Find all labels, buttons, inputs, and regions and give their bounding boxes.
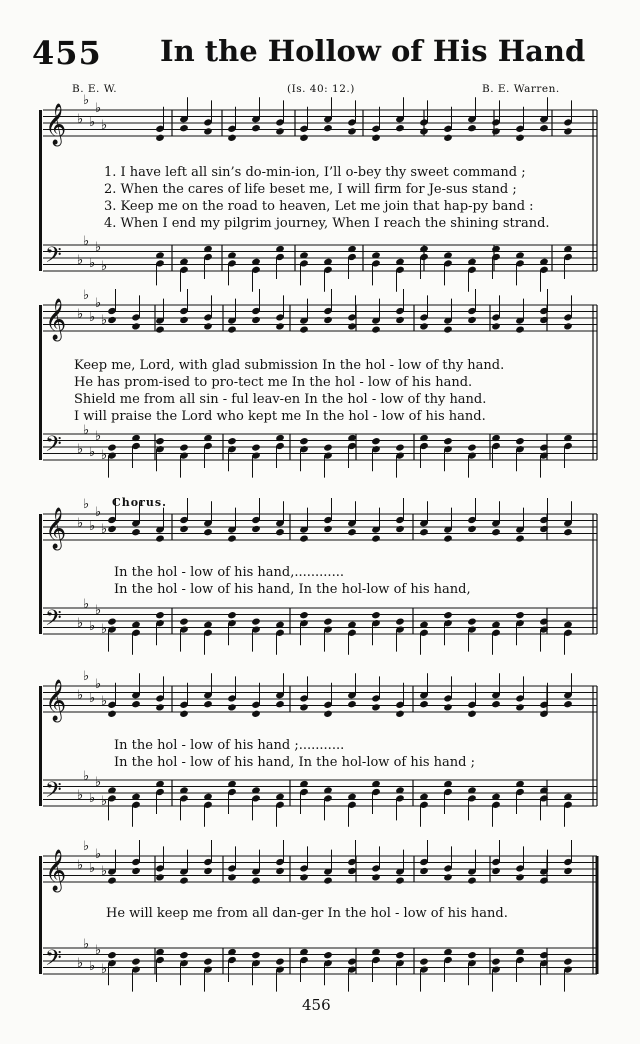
flat-icon: ♭ — [89, 115, 96, 130]
flat-icon: ♭ — [89, 519, 96, 534]
flat-icon: ♭ — [83, 93, 90, 108]
notehead — [323, 710, 333, 718]
notehead — [299, 703, 309, 711]
notehead — [419, 700, 429, 708]
system-bracket — [39, 686, 42, 806]
notehead — [179, 443, 189, 451]
notehead — [227, 437, 237, 445]
flat-icon: ♭ — [95, 101, 102, 116]
notehead — [371, 873, 381, 881]
flat-icon: ♭ — [77, 858, 84, 873]
notehead — [563, 867, 573, 875]
system-bracket — [39, 110, 42, 271]
notehead — [107, 316, 117, 324]
notehead — [347, 867, 357, 875]
notehead — [563, 957, 573, 965]
notehead — [419, 127, 429, 135]
notehead — [563, 528, 573, 536]
flat-icon: ♭ — [77, 253, 84, 268]
notehead — [347, 957, 357, 965]
notehead — [395, 316, 405, 324]
chorus-line2-upper: In the hol - low of his hand ;........... — [114, 738, 345, 753]
notehead — [323, 617, 333, 625]
notehead — [179, 710, 189, 718]
verse3-line2: Shield me from all sin - ful leav-en In the hol - low of thy hand. — [74, 392, 487, 407]
notehead — [107, 951, 117, 959]
notehead — [299, 325, 309, 333]
notehead — [107, 443, 117, 451]
notehead — [395, 951, 405, 959]
flat-icon: ♭ — [83, 669, 90, 684]
bass-clef-icon: 𝄢 — [45, 778, 62, 808]
notehead — [491, 528, 501, 536]
flat-icon: ♭ — [95, 847, 102, 862]
flat-icon: ♭ — [101, 313, 108, 328]
notehead — [299, 437, 309, 445]
notehead — [155, 703, 165, 711]
notehead — [395, 525, 405, 533]
notehead — [515, 325, 525, 333]
notehead — [275, 867, 285, 875]
notehead — [155, 873, 165, 881]
verse3-line1: 3. Keep me on the road to heaven, Let me join that hap-py band : — [104, 199, 534, 214]
notehead — [395, 710, 405, 718]
notehead — [203, 700, 213, 708]
notehead — [179, 124, 189, 132]
notehead — [443, 534, 453, 542]
flat-icon: ♭ — [95, 943, 102, 958]
notehead — [443, 325, 453, 333]
notehead — [251, 525, 261, 533]
flat-icon: ♭ — [95, 429, 102, 444]
notehead — [419, 322, 429, 330]
system-bracket — [39, 305, 42, 460]
notehead — [419, 957, 429, 965]
chorus-label: Chorus. — [112, 496, 167, 509]
notehead — [227, 134, 237, 142]
notehead — [107, 525, 117, 533]
notehead — [371, 325, 381, 333]
flat-icon: ♭ — [95, 240, 102, 255]
notehead — [491, 127, 501, 135]
notehead — [371, 611, 381, 619]
chorus-line3: He will keep me from all dan-ger In the hol - low of his hand. — [106, 906, 508, 921]
notehead — [227, 703, 237, 711]
flat-icon: ♭ — [95, 505, 102, 520]
notehead — [275, 957, 285, 965]
notehead — [371, 437, 381, 445]
notehead — [203, 528, 213, 536]
notehead — [275, 322, 285, 330]
notehead — [299, 534, 309, 542]
notehead — [323, 525, 333, 533]
notehead — [155, 325, 165, 333]
notehead — [203, 322, 213, 330]
treble-clef-icon: 𝄞 — [45, 680, 67, 721]
notehead — [323, 443, 333, 451]
notehead — [443, 873, 453, 881]
notehead — [419, 528, 429, 536]
notehead — [467, 876, 477, 884]
bass-clef-icon: 𝄢 — [45, 243, 62, 273]
notehead — [491, 700, 501, 708]
notehead — [323, 876, 333, 884]
notehead — [539, 124, 549, 132]
bass-clef-icon: 𝄢 — [45, 946, 62, 976]
notehead — [227, 873, 237, 881]
flat-icon: ♭ — [89, 310, 96, 325]
notehead — [275, 528, 285, 536]
flat-icon: ♭ — [89, 691, 96, 706]
notehead — [563, 322, 573, 330]
notehead — [515, 611, 525, 619]
flat-icon: ♭ — [89, 861, 96, 876]
notehead — [467, 710, 477, 718]
hymn-number: 455 — [32, 34, 102, 72]
verse4-line1: 4. When I end my pilgrim journey, When I reach the shining strand. — [104, 216, 550, 231]
flat-icon: ♭ — [101, 118, 108, 133]
notehead — [395, 443, 405, 451]
notehead — [347, 700, 357, 708]
notehead — [131, 957, 141, 965]
chorus-line2-lower: In the hol - low of his hand, In the hol-low of his hand ; — [114, 755, 475, 770]
flat-icon: ♭ — [101, 259, 108, 274]
flat-icon: ♭ — [83, 597, 90, 612]
flat-icon: ♭ — [101, 864, 108, 879]
notehead — [179, 316, 189, 324]
flat-icon: ♭ — [95, 677, 102, 692]
notehead — [131, 528, 141, 536]
treble-clef-icon: 𝄞 — [45, 508, 67, 549]
notehead — [251, 316, 261, 324]
notehead — [395, 124, 405, 132]
flat-icon: ♭ — [83, 497, 90, 512]
notehead — [467, 951, 477, 959]
verse2-line1: 2. When the cares of life beset me, I will firm for Je-sus stand ; — [104, 182, 517, 197]
treble-clef-icon: 𝄞 — [45, 299, 67, 340]
flat-icon: ♭ — [89, 445, 96, 460]
system-bracket — [39, 514, 42, 634]
notehead — [515, 703, 525, 711]
notehead — [155, 534, 165, 542]
notehead — [515, 534, 525, 542]
notehead — [371, 134, 381, 142]
flat-icon: ♭ — [83, 839, 90, 854]
notehead — [251, 617, 261, 625]
notehead — [179, 617, 189, 625]
notehead — [491, 957, 501, 965]
notehead — [179, 876, 189, 884]
notehead — [443, 611, 453, 619]
notehead — [179, 951, 189, 959]
chorus-line1-upper: In the hol - low of his hand,............ — [114, 565, 344, 580]
notehead — [251, 876, 261, 884]
flat-icon: ♭ — [83, 937, 90, 952]
notehead — [467, 124, 477, 132]
notehead — [179, 525, 189, 533]
notehead — [155, 611, 165, 619]
flat-icon: ♭ — [101, 522, 108, 537]
flat-icon: ♭ — [89, 256, 96, 271]
verse1-line1: 1. I have left all sin’s do-min-ion, I’ll o-bey thy sweet command ; — [104, 165, 526, 180]
notehead — [347, 127, 357, 135]
notehead — [371, 534, 381, 542]
notehead — [467, 525, 477, 533]
verse4-line2: I will praise the Lord who kept me In the hol - low of his hand. — [74, 409, 486, 424]
notehead — [107, 617, 117, 625]
notehead — [251, 951, 261, 959]
flat-icon: ♭ — [83, 234, 90, 249]
notehead — [251, 124, 261, 132]
flat-icon: ♭ — [83, 288, 90, 303]
flat-icon: ♭ — [77, 956, 84, 971]
flat-icon: ♭ — [83, 423, 90, 438]
flat-icon: ♭ — [77, 688, 84, 703]
flat-icon: ♭ — [77, 442, 84, 457]
notehead — [323, 124, 333, 132]
notehead — [323, 951, 333, 959]
notehead — [203, 957, 213, 965]
notehead — [107, 710, 117, 718]
notehead — [419, 867, 429, 875]
chorus-line1-lower: In the hol - low of his hand, In the hol-low of his hand, — [114, 582, 471, 597]
flat-icon: ♭ — [101, 448, 108, 463]
notehead — [299, 134, 309, 142]
notehead — [131, 867, 141, 875]
notehead — [323, 316, 333, 324]
notehead — [347, 322, 357, 330]
notehead — [299, 873, 309, 881]
verse1-line2: Keep me, Lord, with glad submission In the hol - low of thy hand. — [74, 358, 505, 373]
notehead — [203, 127, 213, 135]
notehead — [491, 322, 501, 330]
notehead — [299, 611, 309, 619]
flat-icon: ♭ — [89, 791, 96, 806]
notehead — [563, 127, 573, 135]
notehead — [155, 134, 165, 142]
flat-icon: ♭ — [101, 962, 108, 977]
flat-icon: ♭ — [77, 616, 84, 631]
flat-icon: ♭ — [77, 516, 84, 531]
notehead — [227, 325, 237, 333]
flat-icon: ♭ — [101, 622, 108, 637]
flat-icon: ♭ — [77, 788, 84, 803]
notehead — [227, 534, 237, 542]
flat-icon: ♭ — [101, 694, 108, 709]
notehead — [131, 322, 141, 330]
page-number: 456 — [302, 996, 331, 1014]
notehead — [227, 611, 237, 619]
notehead — [395, 617, 405, 625]
notehead — [275, 700, 285, 708]
notehead — [467, 617, 477, 625]
notehead — [491, 867, 501, 875]
notehead — [107, 876, 117, 884]
flat-icon: ♭ — [95, 775, 102, 790]
composer-credit: B. E. Warren. — [482, 83, 560, 95]
notehead — [395, 876, 405, 884]
notehead — [443, 134, 453, 142]
notehead — [251, 443, 261, 451]
notehead — [467, 316, 477, 324]
notehead — [371, 703, 381, 711]
notehead — [275, 127, 285, 135]
flat-icon: ♭ — [83, 769, 90, 784]
notehead — [251, 710, 261, 718]
notehead — [443, 437, 453, 445]
notehead — [515, 873, 525, 881]
system-bracket — [39, 856, 42, 974]
notehead — [155, 437, 165, 445]
notehead — [515, 437, 525, 445]
flat-icon: ♭ — [95, 296, 102, 311]
flat-icon: ♭ — [77, 307, 84, 322]
bass-clef-icon: 𝄢 — [45, 606, 62, 636]
flat-icon: ♭ — [95, 603, 102, 618]
lyricist-credit: B. E. W. — [72, 83, 118, 95]
flat-icon: ♭ — [89, 619, 96, 634]
notehead — [443, 703, 453, 711]
notehead — [515, 134, 525, 142]
verse2-line2: He has prom-ised to pro-tect me In the hol - low of his hand. — [74, 375, 473, 390]
flat-icon: ♭ — [77, 112, 84, 127]
scripture-reference: (Is. 40: 12.) — [287, 83, 355, 95]
hymn-title: In the Hollow of His Hand — [160, 34, 586, 68]
notehead — [203, 867, 213, 875]
notehead — [563, 700, 573, 708]
notehead — [467, 443, 477, 451]
treble-clef-icon: 𝄞 — [45, 104, 67, 145]
flat-icon: ♭ — [101, 794, 108, 809]
bass-clef-icon: 𝄢 — [45, 432, 62, 462]
treble-clef-icon: 𝄞 — [45, 850, 67, 891]
flat-icon: ♭ — [89, 959, 96, 974]
notehead — [131, 700, 141, 708]
notehead — [347, 528, 357, 536]
